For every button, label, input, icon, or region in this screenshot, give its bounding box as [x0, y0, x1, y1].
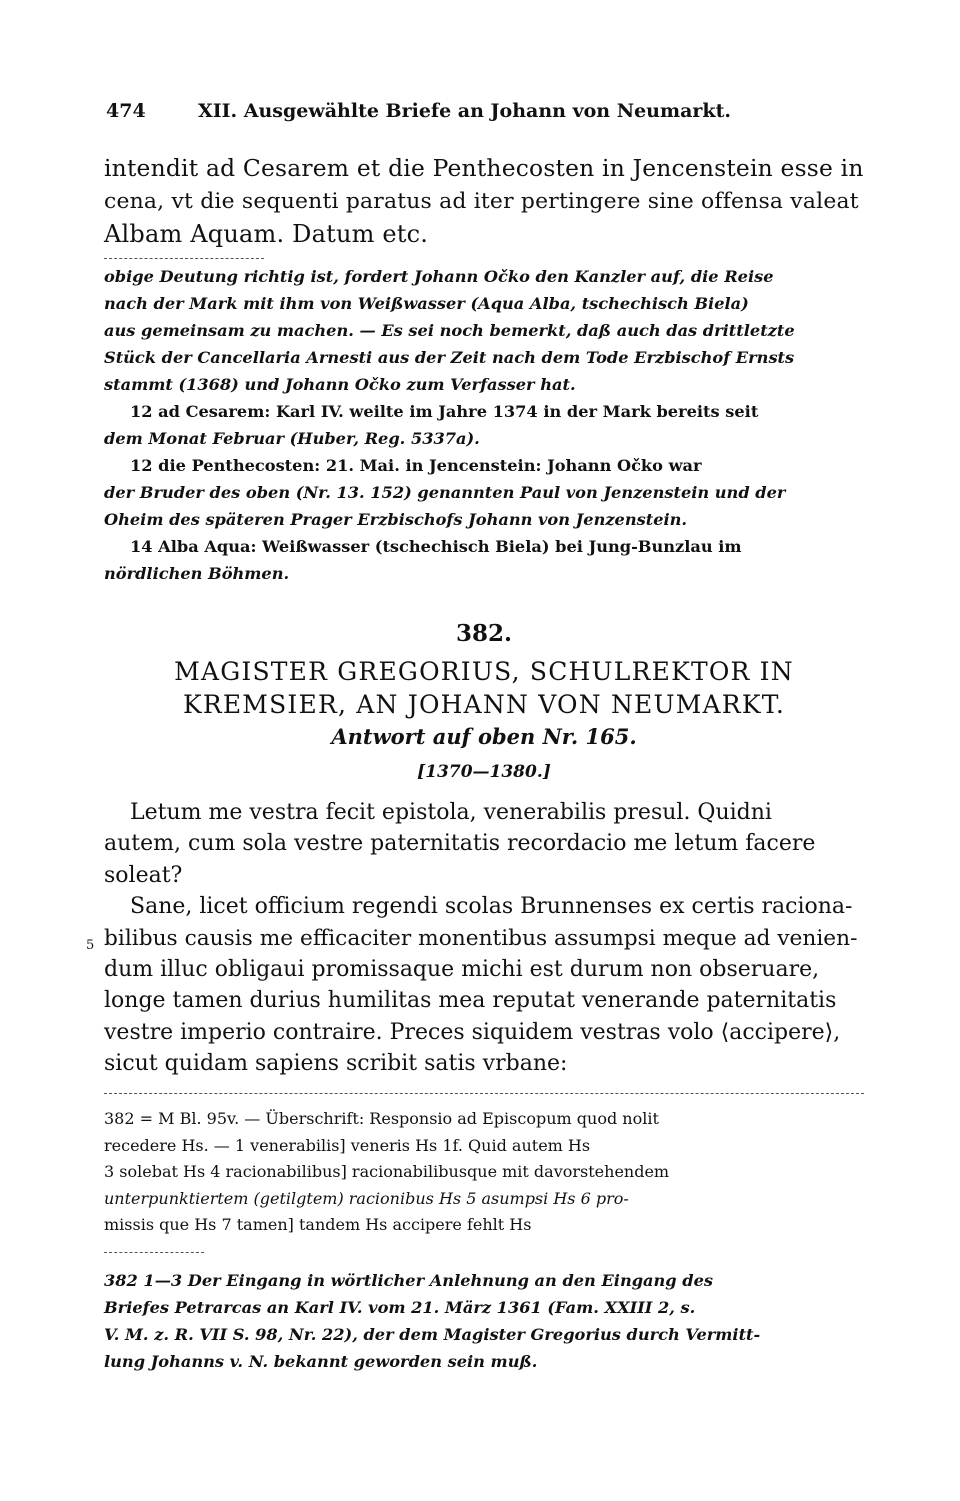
critical-apparatus — [104, 1106, 864, 1239]
footnote-line: lung Johanns v. N. bekannt geworden sein muß. — [104, 1352, 538, 1371]
running-title: XII. Ausgewählte Briefe an Johann von Neumarkt. — [198, 100, 731, 122]
body-line: vestre imperio contraire. Preces siquidem vestras volo ⟨accipere⟩, — [104, 1019, 841, 1045]
title-line: MAGISTER GREGORIUS, SCHULREKTOR IN — [174, 657, 794, 686]
note-line: Oheim des späteren Prager Erzbischofs Johann von Jenzenstein. — [104, 510, 688, 529]
body-line — [86, 923, 864, 954]
commentary-footnote — [104, 1267, 864, 1375]
apparatus-line: missis que Hs 7 tamen] tandem Hs accipere fehlt Hs — [104, 1215, 532, 1234]
note-separator — [104, 258, 264, 259]
note-line: aus gemeinsam zu machen. — Es sei noch bemerkt, daß auch das drittletzte — [104, 321, 795, 340]
body-line: sicut quidam sapiens scribit satis vrbane: — [104, 1051, 568, 1077]
apparatus-line: unterpunktiertem (getilgtem) racionibus Hs 5 asumpsi Hs 6 pro- — [104, 1188, 629, 1208]
footnote-line: V. M. z. R. VII S. 98, Nr. 22), der dem Magister Gregorius durch Vermitt- — [104, 1325, 761, 1344]
body-line: Sane, licet officium regendi scolas Brunnenses ex certis raciona- — [130, 894, 853, 920]
apparatus-line: 3 solebat Hs 4 racionabilibus] racionabilibusque mit davorstehendem — [104, 1162, 670, 1181]
apparatus-line: recedere Hs. — 1 venerabilis] veneris Hs 1f. Quid autem Hs — [104, 1135, 591, 1155]
note-line: nördlichen Böhmen. — [104, 564, 290, 583]
note-line: obige Deutung richtig ist, fordert Johann Očko den Kanzler auf, die Reise — [104, 267, 774, 286]
text-line: cena, vt die sequenti paratus ad iter pertingere sine offensa valeat — [104, 189, 859, 214]
note-line: 14 Alba Aqua: Weißwasser (tschechisch Biela) bei Jung-Bunzlau im — [130, 537, 742, 556]
letter-date: [1370—1380.] — [417, 762, 551, 782]
note-line: Stück der Cancellaria Arnesti aus der Zeit nach dem Tode Erzbischof Ernsts — [104, 348, 795, 367]
letter-number: 382. — [455, 620, 513, 647]
previous-letter-notes — [104, 263, 864, 587]
body-line-text: bilibus causis me efficaciter monentibus assumpsi meque ad venien- — [104, 925, 858, 951]
note-line: 12 die Penthecosten: 21. Mai. in Jencenstein: Johann Očko war — [130, 456, 702, 475]
note-line: der Bruder des oben (Nr. 13. 152) genannten Paul von Jenzenstein und der — [104, 483, 786, 502]
letter-subtitle: Antwort auf oben Nr. 165. — [331, 724, 637, 749]
page-number: 474 — [106, 100, 146, 122]
body-line: dum illuc obligaui promissaque michi est durum non obseruare, — [104, 957, 820, 983]
footnote-separator — [104, 1252, 204, 1253]
letter-body — [86, 797, 864, 1080]
continued-letter-text — [104, 152, 864, 251]
note-line: nach der Mark mit ihm von Weißwasser (Aqua Alba, tschechisch Biela) — [104, 294, 749, 313]
body-line: Letum me vestra fecit epistola, venerabilis presul. Quidni — [130, 800, 772, 825]
footnote-line: 382 1—3 Der Eingang in wörtlicher Anlehnung an den Eingang des — [104, 1271, 713, 1290]
apparatus-line: 382 = M Bl. 95v. — Überschrift: Responsio ad Episcopum quod nolit — [104, 1109, 659, 1128]
letter-title — [104, 655, 864, 721]
text-line: intendit ad Cesarem et die Penthecosten in Jencenstein esse in — [104, 154, 864, 182]
title-line: KREMSIER, AN JOHANN VON NEUMARKT. — [182, 690, 786, 719]
apparatus-separator — [104, 1093, 864, 1094]
body-line: soleat? — [104, 862, 183, 888]
running-header — [106, 100, 866, 122]
line-number: 5 — [86, 937, 95, 953]
note-line: dem Monat Februar (Huber, Reg. 5337a). — [104, 429, 480, 448]
body-line: longe tamen durius humilitas mea reputat venerande paternitatis — [104, 988, 837, 1014]
footnote-line: Briefes Petrarcas an Karl IV. vom 21. März 1361 (Fam. XXIII 2, s. — [104, 1298, 696, 1317]
body-line: autem, cum sola vestre paternitatis recordacio me letum facere — [104, 831, 816, 857]
note-line: 12 ad Cesarem: Karl IV. weilte im Jahre 1374 in der Mark bereits seit — [130, 402, 759, 421]
text-line: Albam Aquam. Datum etc. — [104, 220, 429, 248]
note-line: stammt (1368) und Johann Očko zum Verfasser hat. — [104, 375, 576, 394]
